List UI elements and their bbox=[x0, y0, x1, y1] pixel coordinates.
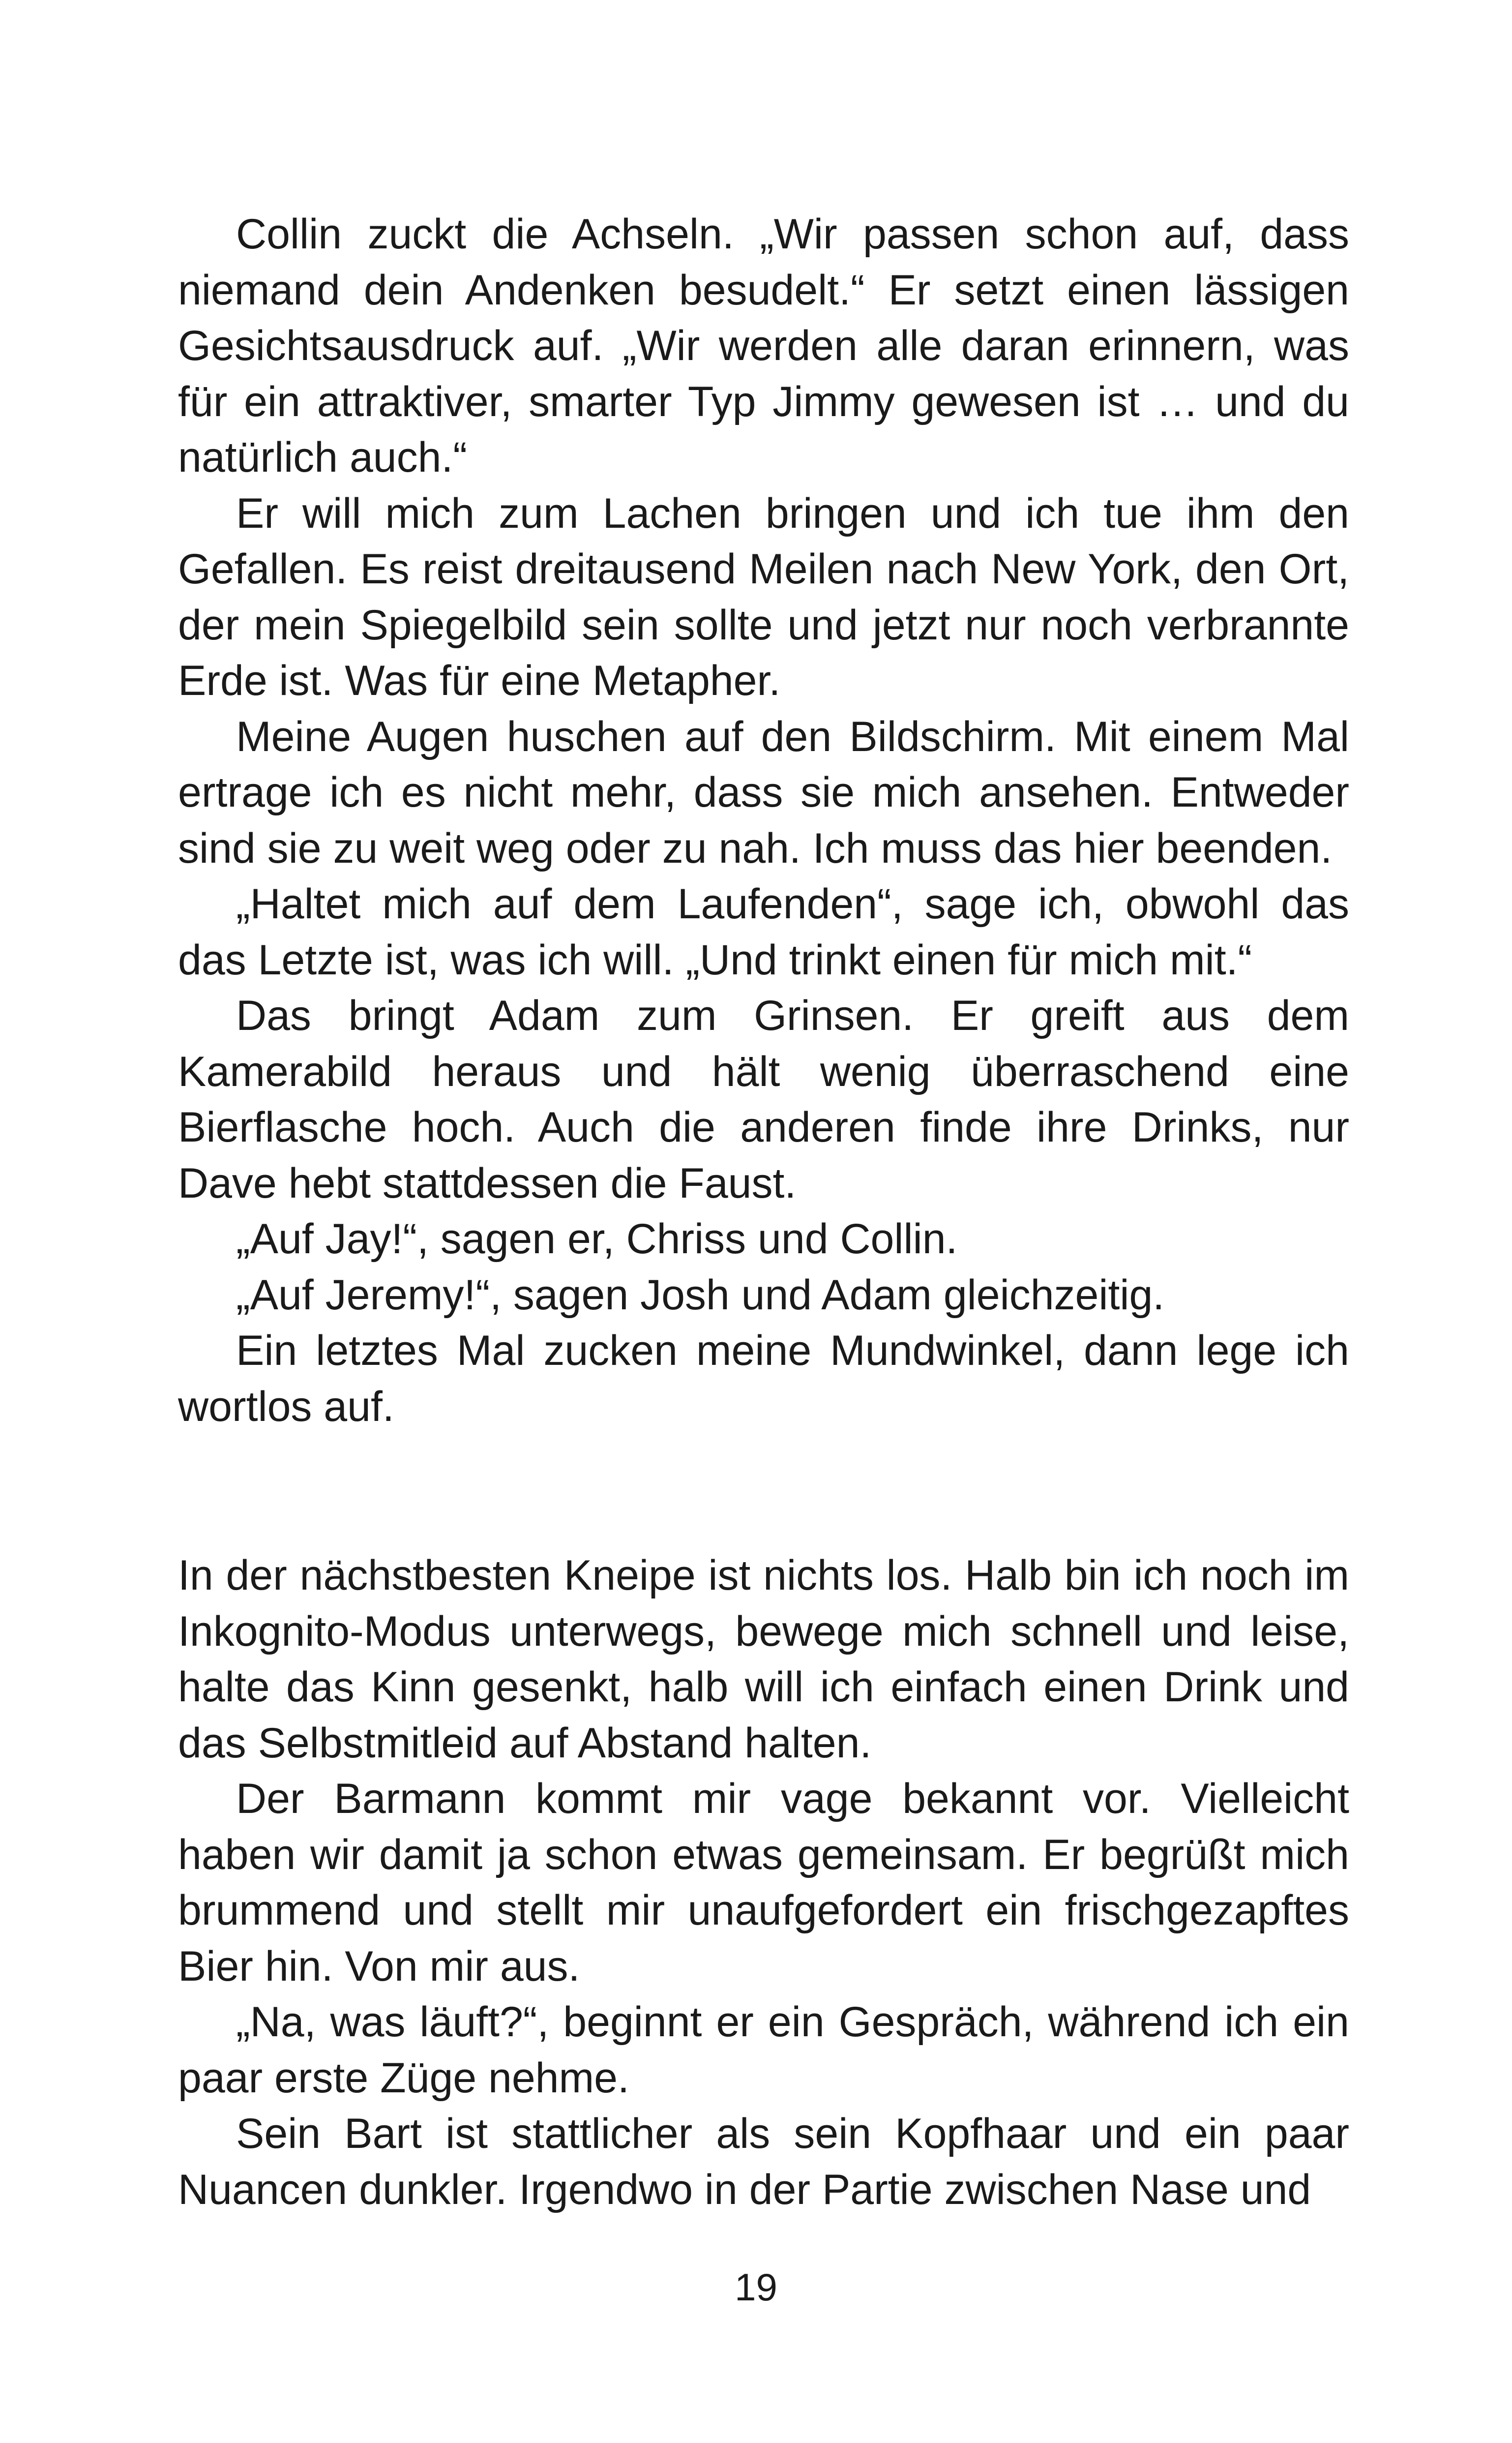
section-1-text bbox=[178, 207, 1349, 1435]
paragraph: Ein letztes Mal zucken meine Mundwinkel, dann lege ich wortlos auf. bbox=[178, 1327, 1349, 1430]
paragraph: Sein Bart ist stattlicher als sein Kopfhaar und ein paar Nuancen dunkler. Irgendwo in der Partie zwischen Nase und bbox=[178, 2110, 1349, 2213]
paragraph: „Auf Jay!“, sagen er, Chriss und Collin. bbox=[236, 1215, 958, 1263]
section-2-text bbox=[178, 1548, 1349, 2218]
paragraph: „Haltet mich auf dem Laufenden“, sage ich, obwohl das das Letzte ist, was ich will. „Und trinkt einen für mich mit.“ bbox=[178, 880, 1349, 984]
paragraph: „Na, was läuft?“, beginnt er ein Gespräch, während ich ein paar erste Züge nehme. bbox=[178, 1998, 1349, 2102]
paragraph: Er will mich zum Lachen bringen und ich tue ihm den Gefallen. Es reist dreitausend Meilen nach New York, den Ort, der mein Spiegelbild sein sollte und jetzt nur noch verbrannte Erde ist. Was für eine Metapher. bbox=[178, 489, 1349, 704]
paragraph: Meine Augen huschen auf den Bildschirm. Mit einem Mal ertrage ich es nicht mehr, dass sie mich ansehen. Entweder sind sie zu weit weg oder zu nah. Ich muss das hier beenden. bbox=[178, 713, 1349, 872]
paragraph: Der Barmann kommt mir vage bekannt vor. Vielleicht haben wir damit ja schon etwas gemeinsam. Er begrüßt mich brummend und stellt mir unaufgefordert ein frischgezapftes Bier hin. Von mir aus. bbox=[178, 1775, 1349, 1990]
paragraph: In der nächstbesten Kneipe ist nichts los. Halb bin ich noch im Inkognito-Modus unterwegs, bewege mich schnell und leise, halte das Kinn gesenkt, halb will ich einfach einen Drink und das Selbstmitleid auf Abstand halten. bbox=[178, 1552, 1349, 1767]
paragraph: „Auf Jeremy!“, sagen Josh und Adam gleichzeitig. bbox=[236, 1271, 1165, 1319]
page-number: 19 bbox=[735, 2265, 777, 2309]
paragraph: Das bringt Adam zum Grinsen. Er greift aus dem Kamerabild heraus und hält wenig überraschend eine Bierflasche hoch. Auch die anderen finde ihre Drinks, nur Dave hebt stattdessen die Faust. bbox=[178, 992, 1349, 1207]
paragraph: Collin zuckt die Achseln. „Wir passen schon auf, dass niemand dein Andenken besudelt.“ Er setzt einen lässigen Gesichtsausdruck auf. „Wir werden alle daran erinnern, was für ein attraktiver, smarter Typ Jimmy gewesen ist … und du natürlich auch.“ bbox=[178, 211, 1349, 481]
